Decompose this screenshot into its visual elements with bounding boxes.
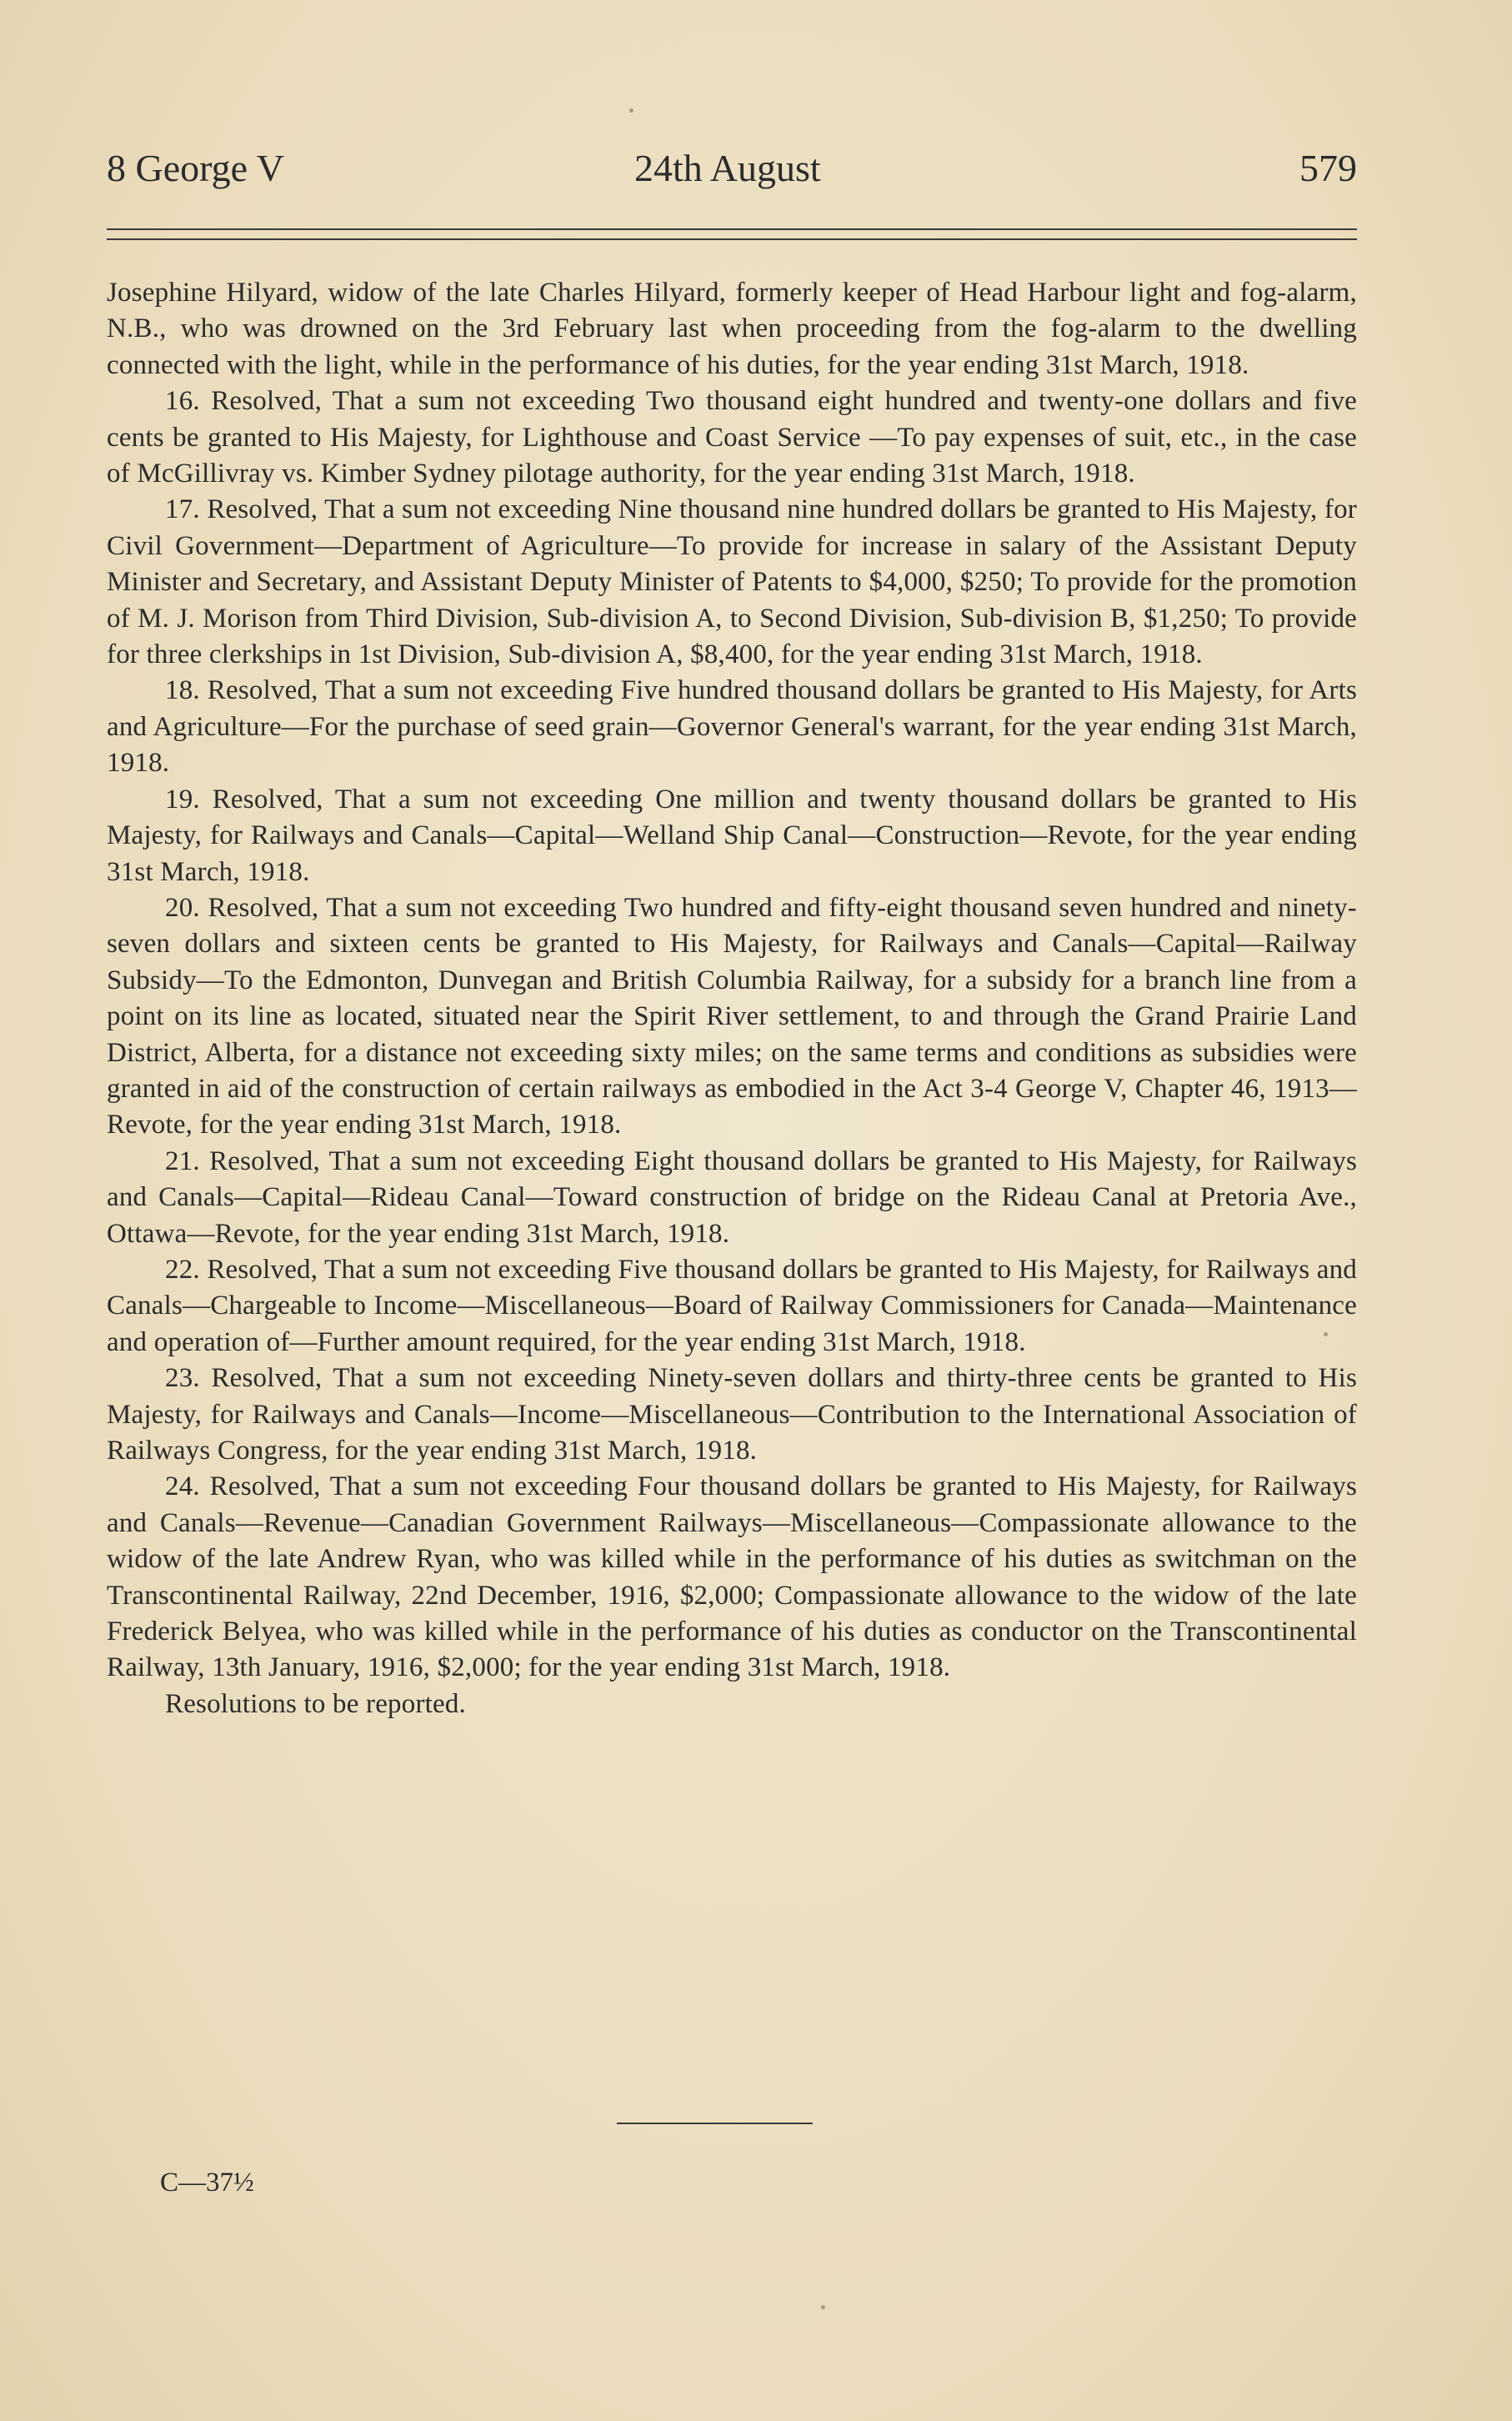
printer-signature: C—37½ bbox=[160, 2168, 254, 2198]
page-header bbox=[107, 143, 1357, 193]
closing-rule bbox=[617, 2123, 813, 2124]
page-number: 579 bbox=[1299, 147, 1357, 189]
header-date: 24th August bbox=[634, 147, 821, 189]
header-session: 8 George V bbox=[107, 147, 284, 189]
paragraph-continued: Josephine Hilyard, widow of the late Charles Hilyard, formerly keeper of Head Harbour light and fog-alarm, N.B., who was drowned on the 3rd February last when proceeding from the fog-alarm to the dwelling connected with the light, while in the performance of his duties, for the year ending 31st March, 1918. bbox=[107, 278, 1357, 380]
paper-speck bbox=[1324, 1332, 1328, 1336]
paper-speck bbox=[821, 2305, 825, 2309]
resolution-21: 21. Resolved, That a sum not exceeding Eight thousand dollars be granted to His Majesty, for Railways and Canals—Capital—Rideau Canal—Toward construction of bridge on the Rideau Canal at Pretoria Ave., Ottawa—Revote, for the year ending 31st March, 1918. bbox=[107, 1145, 1357, 1249]
resolution-20: 20. Resolved, That a sum not exceeding Two hundred and fifty-eight thousand seven hundred and ninety-seven dollars and sixteen cents be granted to His Majesty, for Railways and Canals—Capital—Railway Subsidy—To the Edmonton, Dunvegan and British Columbia Railway, for a subsidy for a branch line from a point on its line as located, situated near the Spirit River settlement, to and through the Grand Prairie Land District, Alberta, for a distance not exceeding sixty miles; on the same terms and conditions as subsidies were granted in aid of the construction of certain railways as embodied in the Act 3-4 George V, Chapter 46, 1913—Revote, for the year ending 31st March, 1918. bbox=[107, 892, 1357, 1140]
document-body bbox=[107, 275, 1357, 1722]
resolution-17: 17. Resolved, That a sum not exceeding Nine thousand nine hundred dollars be granted to His Majesty, for Civil Government—Department of Agriculture—To provide for increase in salary of the Assistant Deputy Minister and Secretary, and Assistant Deputy Minister of Patents to $4,000, $250; To provide for the promotion of M. J. Morison from Third Division, Sub-division A, to Second Division, Sub-division B, $1,250; To provide for three clerkships in 1st Division, Sub-division A, $8,400, for the year ending 31st March, 1918. bbox=[107, 494, 1357, 670]
resolution-23: 23. Resolved, That a sum not exceeding Ninety-seven dollars and thirty-three cents be granted to His Majesty, for Railways and Canals—Income—Miscellaneous—Contribution to the International Association of Railways Congress, for the year ending 31st March, 1918. bbox=[107, 1363, 1357, 1466]
resolution-19: 19. Resolved, That a sum not exceeding One million and twenty thousand dollars be granted to His Majesty, for Railways and Canals—Capital—Welland Ship Canal—Construction—Revote, for the year ending 31st March, 1918. bbox=[107, 784, 1357, 887]
resolution-24: 24. Resolved, That a sum not exceeding Four thousand dollars be granted to His Majesty, for Railways and Canals—Revenue—Canadian Government Railways—Miscellaneous—Compassionate allowance to the widow of the late Andrew Ryan, who was killed while in the performance of his duties as switchman on the Transcontinental Railway, 22nd December, 1916, $2,000; Compassionate allowance to the widow of the late Frederick Belyea, who was killed while in the performance of his duties as conductor on the Transcontinental Railway, 13th January, 1916, $2,000; for the year ending 31st March, 1918. bbox=[107, 1471, 1357, 1683]
header-rule-bottom bbox=[107, 238, 1357, 240]
resolution-18: 18. Resolved, That a sum not exceeding Five hundred thousand dollars be granted to His Majesty, for Arts and Agriculture—For the purchase of seed grain—Governor General's warrant, for the year ending 31st March, 1918. bbox=[107, 675, 1357, 779]
resolution-22: 22. Resolved, That a sum not exceeding Five thousand dollars be granted to His Majesty, for Railways and Canals—Chargeable to Income—Miscellaneous—Board of Railway Commissioners for Canada—Maintenance and operation of—Further amount required, for the year ending 31st March, 1918. bbox=[107, 1254, 1357, 1357]
closing-statement: Resolutions to be reported. bbox=[165, 1688, 467, 1719]
header-rule-top bbox=[107, 228, 1357, 230]
resolution-16: 16. Resolved, That a sum not exceeding Two thousand eight hundred and twenty-one dollars and five cents be granted to His Majesty, for Lighthouse and Coast Service —To pay expenses of suit, etc., in the case of McGillivray vs. Kimber Sydney pilotage authority, for the year ending 31st March, 1918. bbox=[107, 386, 1357, 489]
paper-speck bbox=[629, 108, 633, 113]
